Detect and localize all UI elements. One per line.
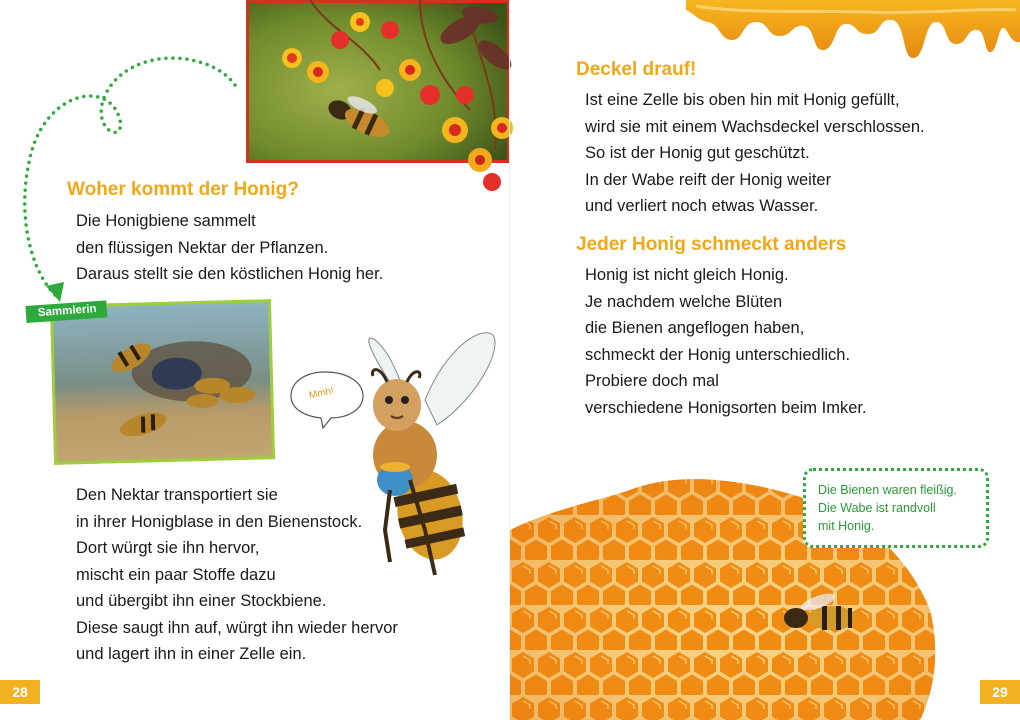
section1-line: und verliert noch etwas Wasser.	[585, 197, 819, 215]
collector-tag: Sammlerin	[25, 300, 107, 323]
intro-line: Die Honigbiene sammelt	[76, 212, 256, 230]
section1-line: In der Wabe reift der Honig weiter	[585, 170, 832, 189]
section1-heading: Deckel drauf!	[576, 59, 697, 80]
speech-bubble-text: Mmh!	[308, 385, 335, 402]
body-line: in ihrer Honigblase in den Bienenstock.	[76, 512, 363, 531]
section1-line: wird sie mit einem Wachsdeckel verschlossen.	[585, 117, 925, 136]
flower-cluster-illustration	[270, 0, 520, 195]
body-line: und lagert ihn in einer Zelle ein.	[76, 645, 307, 663]
intro-line: den flüssigen Nektar der Pflanzen.	[76, 238, 329, 257]
left-intro-paragraph	[76, 208, 383, 288]
intro-line: Daraus stellt sie den köstlichen Honig her.	[76, 265, 384, 283]
body-line: Diese saugt ihn auf, würgt ihn wieder hervor	[76, 618, 398, 637]
note-text	[818, 481, 957, 535]
section2-paragraph	[585, 262, 867, 421]
left-body-paragraph	[76, 482, 398, 668]
page-number-right: 29	[980, 680, 1020, 704]
note-line: Die Bienen waren fleißig.	[818, 483, 957, 497]
section2-line: schmeckt der Honig unterschiedlich.	[585, 345, 851, 364]
section1-paragraph	[585, 87, 925, 220]
left-heading: Woher kommt der Honig?	[67, 179, 299, 200]
section2-line: Probiere doch mal	[585, 372, 719, 390]
section2-line: die Bienen angeflogen haben,	[585, 319, 805, 337]
page-number-left: 28	[0, 680, 40, 704]
collector-bee-photo	[50, 299, 275, 465]
body-line: mischt ein paar Stoffe dazu	[76, 565, 276, 584]
honey-drip-illustration	[686, 0, 1020, 64]
body-line: und übergibt ihn einer Stockbiene.	[76, 592, 327, 610]
body-line: Dort würgt sie ihn hervor,	[76, 539, 260, 557]
section2-line: Je nachdem welche Blüten	[585, 292, 783, 311]
note-line: Die Wabe ist randvoll	[818, 501, 936, 515]
note-line: mit Honig.	[818, 519, 875, 533]
section2-line: Honig ist nicht gleich Honig.	[585, 266, 789, 284]
section1-line: Ist eine Zelle bis oben hin mit Honig gefüllt,	[585, 91, 900, 109]
section1-line: So ist der Honig gut geschützt.	[585, 144, 810, 162]
section2-line: verschiedene Honigsorten beim Imker.	[585, 398, 867, 417]
section2-heading: Jeder Honig schmeckt anders	[576, 234, 847, 255]
body-line: Den Nektar transportiert sie	[76, 486, 278, 504]
